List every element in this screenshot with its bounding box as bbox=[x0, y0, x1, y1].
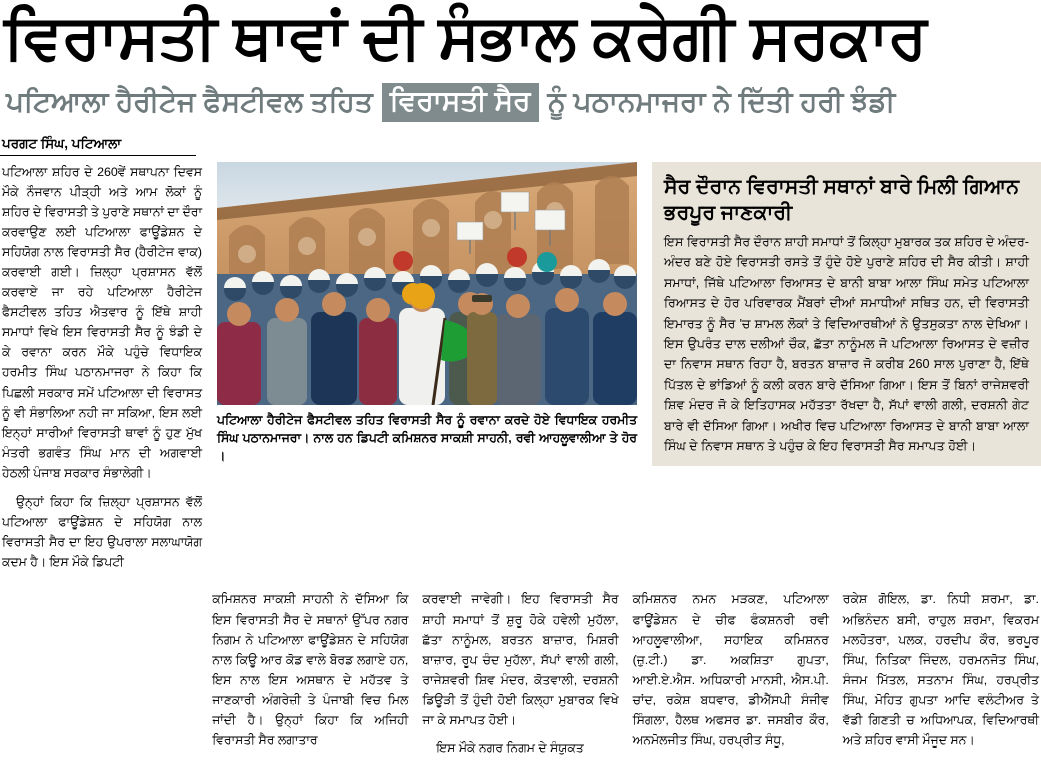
page-title: ਵਿਰਾਸਤੀ ਥਾਵਾਂ ਦੀ ਸੰਭਾਲ ਕਰੇਗੀ ਸਰਕਾਰ bbox=[4, 3, 927, 72]
masthead bbox=[0, 0, 1041, 122]
sidebar-title: ਸੈਰ ਦੌਰਾਨ ਵਿਰਾਸਤੀ ਸਥਾਨਾਂ ਬਾਰੇ ਮਿਲੀ ਗਿਆਨ ਭਰਪੂਰ ਜਾਣਕਾਰੀ bbox=[664, 174, 1020, 224]
subheading-after: ਨੂੰ ਪਠਾਨਮਾਜਰਾ ਨੇ ਦਿੱਤੀ ਹਰੀ ਝੰਡੀ bbox=[547, 85, 896, 117]
article-column-4 bbox=[633, 589, 829, 758]
byline-block bbox=[0, 136, 1041, 156]
sidebar-highlight-box bbox=[652, 162, 1041, 467]
subheading-highlight: ਵਿਰਾਸਤੀ ਸੈਰ bbox=[382, 83, 539, 122]
paragraph: ਇਸ ਮੌਕੇ ਨਗਰ ਨਿਗਮ ਦੇ ਸੰਯੁਕਤ bbox=[436, 741, 584, 756]
article-bottom-grid bbox=[0, 589, 1041, 766]
paragraph: ਕਮਿਸ਼ਨਰ ਨਮਨ ਮੜਕਣ, ਪਟਿਆਲਾ ਫਾਊਂਡੇਸ਼ਨ ਦੇ ਚੀਫ ਫੰਕਸ਼ਨਰੀ ਰਵੀ ਆਹਲੂਵਾਲੀਆ, ਸਹਾਇਕ ਕਮਿਸ਼ਨਰ (ਜ਼ੁ.ਟੀ.) ਡਾ. ਅਕਸ਼ਿਤਾ ਗੁਪਤਾ, ਆਈ.ਏ.ਐਸ. ਅਧਿਕਾਰੀ ਮਾਨਸੀ, ਐਸ.ਪੀ. ਚਾਂਦ, ਰਕੇਸ਼ ਬਧਵਾਰ, ਡੀਐੱਸਪੀ ਸੰਜੀਵ ਸਿੰਗਲਾ, ਹੈਲਥ ਅਫਸਰ ਡਾ. ਜਸਬੀਰ ਕੌਰ, ਅਨਮੋਲਜੀਤ ਸਿੰਘ, ਹਰਪ੍ਰੀਤ ਸੰਧੂ, bbox=[632, 592, 829, 748]
paragraph: ਉਨ੍ਹਾਂ ਕਿਹਾ ਕਿ ਜ਼ਿਲ੍ਹਾ ਪ੍ਰਸ਼ਾਸਨ ਵੱਲੋਂ ਪਟਿਆਲਾ ਫਾਊਂਡੇਸ਼ਨ ਦੇ ਸਹਿਯੋਗ ਨਾਲ ਵਿਰਾਸਤੀ ਸੈਰ ਦਾ ਇਹ ਉਪਰਾਲਾ ਸਲਾਘਾਯੋਗ ਕਦਮ ਹੈ। ਇਸ ਮੌਕੇ ਡਿਪਟੀ bbox=[2, 495, 202, 570]
sidebar-body: ਇਸ ਵਿਰਾਸਤੀ ਸੈਰ ਦੌਰਾਨ ਸ਼ਾਹੀ ਸਮਾਧਾਂ ਤੋਂ ਕਿਲ੍ਹਾ ਮੁਬਾਰਕ ਤਕ ਸ਼ਹਿਰ ਦੇ ਅੰਦਰ-ਅੰਦਰ ਬਣੇ ਹੋਏ ਵਿਰਾਸਤੀ ਰਸਤੇ ਤੋਂ ਹੁੰਦੇ ਹੋਏ ਪੁਰਾਣੇ ਸ਼ਹਿਰ ਦੀ ਸੈਰ ਕੀਤੀ। ਸ਼ਾਹੀ ਸਮਾਧਾਂ, ਜਿੱਥੇ ਪਟਿਆਲਾ ਰਿਆਸਤ ਦੇ ਬਾਨੀ ਬਾਬਾ ਆਲਾ ਸਿੰਘ ਸਮੇਤ ਪਟਿਆਲਾ ਰਿਆਸਤ ਦੇ ਹੋਰ ਪਰਿਵਾਰਕ ਮੈਂਬਰਾਂ ਦੀਆਂ ਸਮਾਧੀਆਂ ਸਥਿਤ ਹਨ, ਦੀ ਵਿਰਾਸਤੀ ਇਮਾਰਤ ਨੂੰ ਸੈਰ 'ਚ ਸ਼ਾਮਲ ਲੋਕਾਂ ਤੇ ਵਿਦਿਆਰਥੀਆਂ ਨੇ ਉਤਸੁਕਤਾ ਨਾਲ ਦੇਖਿਆ। ਇਸ ਉਪਰੰਤ ਦਾਲ ਦਲੀਆਂ ਚੌਕ, ਛੱਤਾ ਨਾਨੂੰਮਲ ਜੋ ਪਟਿਆਲਾ ਰਿਆਸਤ ਦੇ ਵਜ਼ੀਰ ਦਾ ਨਿਵਾਸ ਸਥਾਨ ਰਿਹਾ ਹੈ, ਬਰਤਨ ਬਾਜ਼ਾਰ ਜੋ ਕਰੀਬ 260 ਸਾਲ ਪੁਰਾਣਾ ਹੈ, ਇੱਥੇ ਪਿੱਤਲ ਦੇ ਭਾਂਡਿਆਂ ਨੂੰ ਕਲੀ ਕਰਨ ਬਾਰੇ ਦੱਸਿਆ ਗਿਆ। ਇਸ ਤੋਂ ਬਿਨਾਂ ਰਾਜੇਸ਼ਵਰੀ ਸ਼ਿਵ ਮੰਦਰ ਜੋ ਕੇ ਇਤਿਹਾਸਕ ਮਹੱਤਤਾ ਰੱਖਦਾ ਹੈ, ਸੱਪਾਂ ਵਾਲੀ ਗਲੀ, ਦਰਸ਼ਨੀ ਗੇਟ ਬਾਰੇ ਵੀ ਦੱਸਿਆ ਗਿਆ। ਅਖੀਰ ਵਿਚ ਪਟਿਆਲਾ ਰਿਆਸਤ ਦੇ ਬਾਨੀ ਬਾਬਾ ਆਲਾ ਸਿੰਘ ਦੇ ਨਿਵਾਸ ਸਥਾਨ ਤੇ ਪਹੁੰਚ ਕੇ ਇਹ ਵਿਰਾਸਤੀ ਸੈਰ ਸਮਾਪਤ ਹੋਈ। bbox=[664, 235, 1029, 453]
paragraph: ਕਮਿਸ਼ਨਰ ਸਾਕਸ਼ੀ ਸਾਹਨੀ ਨੇ ਦੱਸਿਆ ਕਿ ਇਸ ਵਿਰਾਸਤੀ ਸੈਰ ਦੇ ਸਥਾਨਾਂ ਉੱਪਰ ਨਗਰ ਨਿਗਮ ਨੇ ਪਟਿਆਲਾ ਫਾਊਂਡੇਸ਼ਨ ਦੇ ਸਹਿਯੋਗ ਨਾਲ ਕਿਊ ਆਰ ਕੋਡ ਵਾਲੇ ਬੋਰਡ ਲਗਾਏ ਹਨ, ਇਸ ਨਾਲ ਇਸ ਅਸਥਾਨ ਦੇ ਮਹੱਤਵ ਤੇ ਜਾਣਕਾਰੀ ਅੰਗਰੇਜ਼ੀ ਤੇ ਪੰਜਾਬੀ ਵਿਚ ਮਿਲ ਜਾਂਦੀ ਹੈ। ਉਨ੍ਹਾਂ ਕਿਹਾ ਕਿ ਅਜਿਹੀ ਵਿਰਾਸਤੀ ਸੈਰ ਲਗਾਤਾਰ bbox=[212, 592, 409, 748]
article-photo bbox=[217, 162, 637, 405]
byline-divider bbox=[0, 155, 196, 156]
paragraph: ਕਰਵਾਈ ਜਾਵੇਗੀ। ਇਹ ਵਿਰਾਸਤੀ ਸੈਰ ਸ਼ਾਹੀ ਸਮਾਧਾਂ ਤੋਂ ਸ਼ੁਰੂ ਹੋਕੇ ਹਵੇਲੀ ਮੁਹੱਲਾ, ਛੱਤਾ ਨਾਨੂੰਮਲ, ਬਰਤਨ ਬਾਜ਼ਾਰ, ਮਿਸ਼ਰੀ ਬਾਜ਼ਾਰ, ਰੂਪ ਚੰਦ ਮੁਹੱਲਾ, ਸੱਪਾਂ ਵਾਲੀ ਗਲੀ, ਰਾਜੇਸ਼ਵਰੀ ਸ਼ਿਵ ਮੰਦਰ, ਕੋਤਵਾਲੀ, ਦਰਸ਼ਨੀ ਡਿਊੜੀ ਤੋਂ ਹੁੰਦੀ ਹੋਈ ਕਿਲ੍ਹਾ ਮੁਬਾਰਕ ਵਿਖੇ ਜਾ ਕੇ ਸਮਾਪਤ ਹੋਈ। bbox=[422, 592, 619, 727]
article-column-1 bbox=[2, 162, 202, 582]
photo-caption: ਪਟਿਆਲਾ ਹੈਰੀਟੇਜ ਫੈਸਟੀਵਲ ਤਹਿਤ ਵਿਰਾਸਤੀ ਸੈਰ ਨੂੰ ਰਵਾਨਾ ਕਰਦੇ ਹੋਏ ਵਿਧਾਇਕ ਹਰਮੀਤ ਸਿੰਘ ਪਠਾਨਮਾਜਰਾ। ਨਾਲ ਹਨ ਡਿਪਟੀ ਕਮਿਸ਼ਨਰ ਸਾਕਸ਼ੀ ਸਾਹਨੀ, ਰਵੀ ਆਹਲੂਵਾਲੀਆ ਤੇ ਹੋਰ । bbox=[217, 412, 637, 464]
article-column-5 bbox=[843, 589, 1039, 758]
byline: ਪਰਗਟ ਸਿੰਘ, ਪਟਿਆਲਾ bbox=[2, 135, 122, 151]
paragraph: ਰਕੇਸ਼ ਗੋਇਲ, ਡਾ. ਨਿਧੀ ਸ਼ਰਮਾ, ਡਾ. ਅਭਿਨੰਦਨ ਬਸੀ, ਰਾਹੁਲ ਸ਼ਰਮਾ, ਵਿਕਰਮ ਮਲਹੋਤਰਾ, ਪਲਕ, ਹਰਦੀਪ ਕੌਰ, ਭਰਪੂਰ ਸਿੰਘ, ਨਿਤਿਕਾ ਜਿੰਦਲ, ਹਰਮਨਜੋਤ ਸਿੰਘ, ਸੰਜਮ ਮਿੱਤਲ, ਸਤਨਾਮ ਸਿੰਘ, ਹਰਪ੍ਰੀਤ ਸਿੰਘ, ਮੋਹਿਤ ਗੁਪਤਾ ਆਦਿ ਵਲੰਟੀਅਰ ਤੇ ਵੱਡੀ ਗਿਣਤੀ ਚ ਅਧਿਆਪਕ, ਵਿਦਿਆਰਥੀ ਅਤੇ ਸ਼ਹਿਰ ਵਾਸੀ ਮੌਜੂਦ ਸਨ। bbox=[842, 592, 1039, 748]
article-column-2 bbox=[212, 589, 408, 758]
photo-block bbox=[217, 162, 637, 466]
article-column-3 bbox=[422, 589, 618, 766]
subheading-before: ਪਟਿਆਲਾ ਹੈਰੀਟੇਜ ਫੈਸਟੀਵਲ ਤਹਿਤ bbox=[6, 85, 373, 117]
article-top-grid bbox=[0, 162, 1041, 582]
subheading bbox=[4, 83, 1037, 122]
paragraph: ਪਟਿਆਲਾ ਸ਼ਹਿਰ ਦੇ 260ਵੇਂ ਸਥਾਪਨਾ ਦਿਵਸ ਮੌਕੇ ਨੌਜਵਾਨ ਪੀੜ੍ਹੀ ਅਤੇ ਆਮ ਲੋਕਾਂ ਨੂੰ ਸ਼ਹਿਰ ਦੇ ਵਿਰਾਸਤੀ ਤੇ ਪੁਰਾਣੇ ਸਥਾਨਾਂ ਦਾ ਦੌਰਾ ਕਰਵਾਉਣ ਲਈ ਪਟਿਆਲਾ ਫਾਊਂਡੇਸ਼ਨ ਦੇ ਸਹਿਯੋਗ ਨਾਲ ਵਿਰਾਸਤੀ ਸੈਰ (ਹੈਰੀਟੇਜ ਵਾਕ) ਕਰਵਾਈ ਗਈ। ਜ਼ਿਲ੍ਹਾ ਪ੍ਰਸ਼ਾਸਨ ਵੱਲੋਂ ਕਰਵਾਏ ਜਾ ਰਹੇ ਪਟਿਆਲਾ ਹੈਰੀਟੇਜ ਫੈਸਟੀਵਲ ਤਹਿਤ ਐਤਵਾਰ ਨੂੰ ਇੱਥੇ ਸ਼ਾਹੀ ਸਮਾਧਾਂ ਵਿਖੇ ਇਸ ਵਿਰਾਸਤੀ ਸੈਰ ਨੂੰ ਝੰਡੀ ਦੇ ਕੇ ਰਵਾਨਾ ਕਰਨ ਮੌਕੇ ਪਹੁੰਚੇ ਵਿਧਾਇਕ ਹਰਮੀਤ ਸਿੰਘ ਪਠਾਨਮਾਜਰਾ ਨੇ ਕਿਹਾ ਕਿ ਪਿਛਲੀ ਸਰਕਾਰ ਸਮੇਂ ਪਟਿਆਲਾ ਦੀ ਵਿਰਾਸਤ ਨੂੰ ਵੀ ਸੰਭਾਲਿਆ ਨਹੀ ਜਾ ਸਕਿਆ, ਇਸ ਲਈ ਇਨ੍ਹਾਂ ਸਾਰੀਆਂ ਵਿਰਾਸਤੀ ਥਾਵਾਂ ਨੂੰ ਹੁਣ ਮੁੱਖ ਮੰਤਰੀ ਭਗਵੰਤ ਸਿੰਘ ਮਾਨ ਦੀ ਅਗਵਾਈ ਹੇਠਲੀ ਪੰਜਾਬ ਸਰਕਾਰ ਸੰਭਾਲੇਗੀ। bbox=[2, 164, 203, 480]
